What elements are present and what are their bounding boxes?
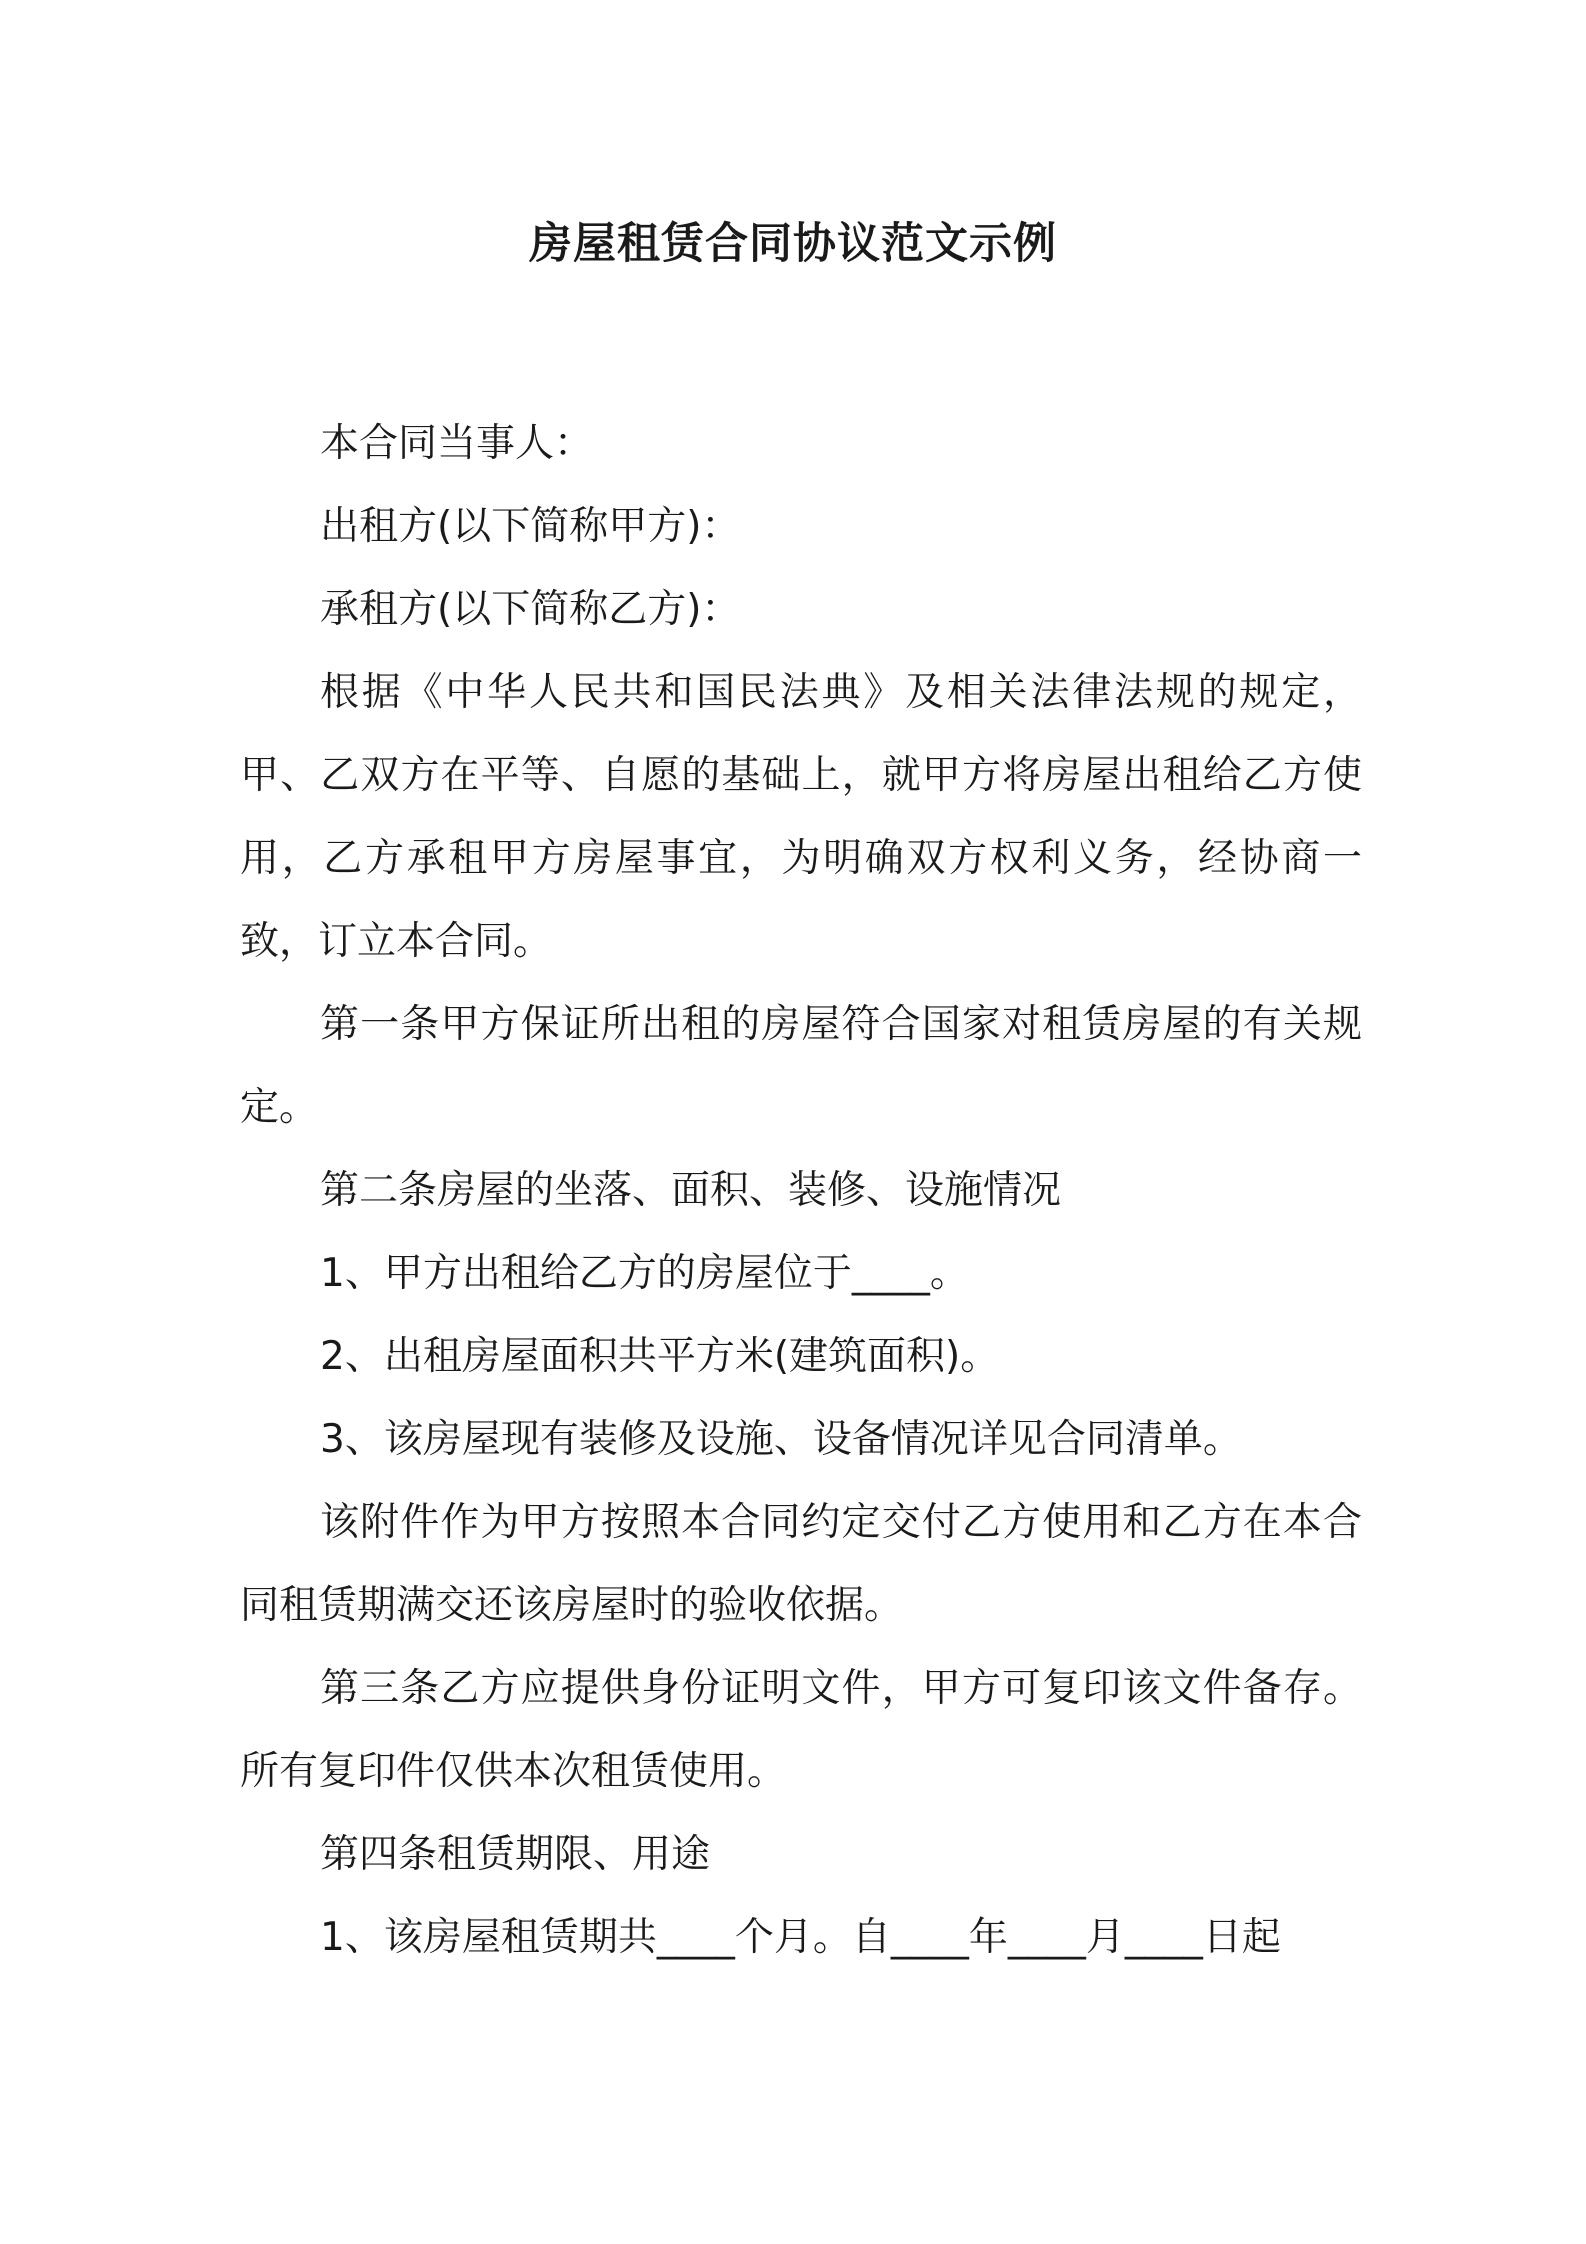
paragraph-article-3: 第三条乙方应提供身份证明文件，甲方可复印该文件备存。所有复印件仅供本次租赁使用。 bbox=[240, 1666, 1362, 1794]
paragraph-article-4-item-1: 1、该房屋租赁期共____个月。自____年____月____日起 bbox=[320, 1915, 1281, 1960]
document-body bbox=[240, 402, 1362, 1979]
paragraph-article-2-item-2: 2、出租房屋面积共平方米(建筑面积)。 bbox=[320, 1334, 1000, 1379]
paragraph-article-1: 第一条甲方保证所出租的房屋符合国家对租赁房屋的有关规定。 bbox=[240, 1002, 1362, 1130]
paragraph-annex-note: 该附件作为甲方按照本合同约定交付乙方使用和乙方在本合同租赁期满交还该房屋时的验收依据。 bbox=[240, 1500, 1362, 1628]
paragraph-article-2-item-1: 1、甲方出租给乙方的房屋位于____。 bbox=[320, 1251, 969, 1296]
paragraph-article-4-heading: 第四条租赁期限、用途 bbox=[320, 1832, 711, 1877]
paragraph-preamble: 根据《中华人民共和国民法典》及相关法律法规的规定，甲、乙双方在平等、自愿的基础上，就甲方将房屋出租给乙方使用，乙方承租甲方房屋事宜，为明确双方权利义务，经协商一致，订立本合同。 bbox=[240, 670, 1362, 964]
paragraph-lessor: 出租方(以下简称甲方)： bbox=[320, 504, 741, 549]
paragraph-article-2-item-3: 3、该房屋现有装修及设施、设备情况详见合同清单。 bbox=[320, 1417, 1242, 1462]
document-title: 房屋租赁合同协议范文示例 bbox=[529, 219, 1057, 269]
paragraph-parties: 本合同当事人： bbox=[320, 421, 594, 466]
paragraph-article-2-heading: 第二条房屋的坐落、面积、装修、设施情况 bbox=[320, 1168, 1062, 1213]
paragraph-lessee: 承租方(以下简称乙方)： bbox=[320, 587, 741, 632]
